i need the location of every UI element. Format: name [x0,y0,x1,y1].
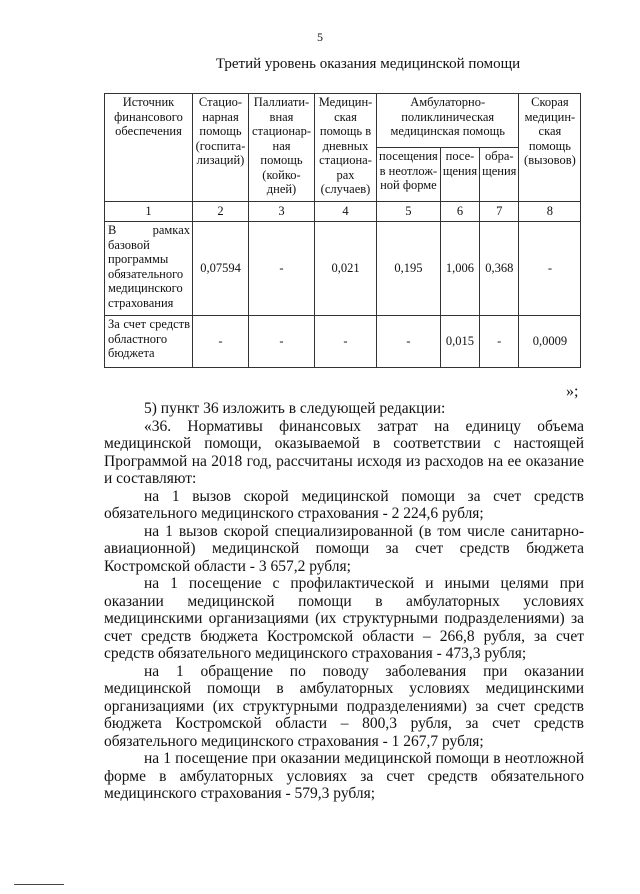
header-appeals: обра-щения [480,148,519,202]
paragraph: 5) пункт 36 изложить в следующей редакции: [144,400,446,417]
header-inpatient: Стацио-нарная помощь (госпита-лизаций) [193,94,249,202]
table-cell: 1,006 [440,222,479,316]
table-cell: 0,368 [480,222,519,316]
column-number-row [105,202,581,222]
paragraph: на 1 вызов скорой медицинской помощи за счет средств обязательного медицинского страхования - 2 224,6 рубля; [104,487,584,522]
table-cell: - [315,316,377,368]
table-cell: 0,021 [315,222,377,316]
body-text [104,400,584,803]
row-label: За счет средств областного бюджета [105,316,193,368]
header-outpatient-group: Амбулаторно-поликлиническая медицинская помощь [377,94,519,148]
table-title: Третий уровень оказания медицинской помощи [215,56,521,72]
table-cell: 0,07594 [193,222,249,316]
column-number: 7 [480,202,519,222]
header-urgent-visits: посещения в неотлож-ной форме [377,148,441,202]
table-row [105,222,581,316]
header-day-hospital: Медицин-ская помощь в дневных стациона-рах (случаев) [315,94,377,202]
table-cell: - [377,316,441,368]
page-number: 5 [317,30,323,44]
closing-quote-mark: »; [566,383,579,400]
column-number: 5 [377,202,441,222]
table-cell: - [249,222,315,316]
table-row [105,316,581,368]
table-cell: 0,195 [377,222,441,316]
paragraph: на 1 вызов скорой специализированной (в том числе санитарно-авиационной) медицинской помощи за счет средств бюджета Костромской области - 3 657,2 рубля; [104,522,584,575]
header-palliative: Паллиати-вная стационар-ная помощь (койко-дней) [249,94,315,202]
header-source: Источник финансового обеспечения [105,94,193,202]
column-number: 3 [249,202,315,222]
column-number: 8 [519,202,581,222]
table-cell: - [519,222,581,316]
table-cell: - [249,316,315,368]
header-ambulance: Скорая медицин-ская помощь (вызовов) [519,94,581,202]
table-cell: - [193,316,249,368]
row-label: В рамках базовой программы обязательного медицинского страхования [105,222,193,316]
table-cell: 0,015 [440,316,479,368]
column-number: 4 [315,202,377,222]
paragraph: на 1 обращение по поводу заболевания при оказании медицинской помощи в амбулаторных условиях медицинскими организациями (их структурными подразделениями) за счет средств бюджета Костромской области – 800,3 рубля, за счет средств обязательного медицинского страхования - 1 267,7 рубля; [104,662,584,750]
header-visits: посе-щения [440,148,479,202]
footer-divider [14,884,64,885]
paragraph: «36. Нормативы финансовых затрат на единицу объема медицинской помощи, оказываемой в соответствии с настоящей Программой на 2018 год, рассчитаны исходя из расходов на ее оказание и составляют: [104,417,584,487]
column-number: 6 [440,202,479,222]
table-cell: 0,0009 [519,316,581,368]
table-cell: - [480,316,519,368]
column-number: 1 [105,202,193,222]
paragraph: на 1 посещение с профилактической и иными целями при оказании медицинской помощи в амбулаторных условиях медицинскими организациями (их структурными подразделениями) за счет средств бюджета Костромской области – 266,8 рубля, за счет средств обязательного медицинского страхования - 473,3 рубля; [104,575,584,662]
column-number: 2 [193,202,249,222]
financing-table [104,93,581,368]
paragraph: на 1 посещение при оказании медицинской помощи в неотложной форме в амбулаторных условиях за счет средств обязательного медицинского страхования - 579,3 рубля; [104,750,584,802]
